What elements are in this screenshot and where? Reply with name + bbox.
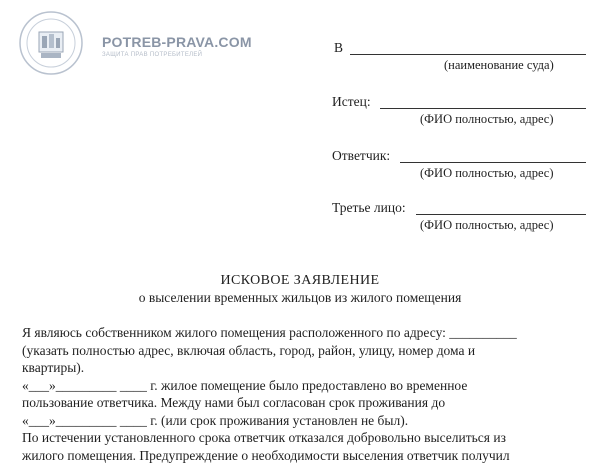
- body-line: «___»_________ ____ г. (или срок проживания установлен не был).: [22, 412, 409, 428]
- document-body: [22, 324, 588, 464]
- site-logo: [18, 10, 278, 80]
- body-line: жилого помещения. Предупреждение о необходимости выселения ответчик получил: [22, 447, 510, 463]
- document-subtitle: о выселении временных жильцов из жилого помещения: [138, 290, 462, 305]
- body-line: пользование ответчика. Между нами был согласован срок проживания до: [22, 395, 446, 410]
- brand-subtitle: ЗАЩИТА ПРАВ ПОТРЕБИТЕЛЕЙ: [102, 52, 203, 58]
- defendant-caption: (ФИО полностью, адрес): [420, 166, 554, 180]
- plaintiff-line: [380, 108, 586, 109]
- defendant-label: Ответчик:: [332, 148, 391, 163]
- court-prefix: В: [334, 40, 344, 55]
- body-line: «___»_________ ____ г. жилое помещение было предоставлено во временное: [22, 377, 468, 393]
- plaintiff-caption: (ФИО полностью, адрес): [420, 112, 554, 126]
- third-party-caption: (ФИО полностью, адрес): [420, 218, 554, 232]
- body-line: Я являюсь собственником жилого помещения расположенного по адресу: __________: [22, 325, 517, 340]
- document-title: ИСКОВОЕ ЗАЯВЛЕНИЕ: [220, 273, 380, 288]
- body-line: (указать полностью адрес, включая область, город, район, улицу, номер дома и: [22, 342, 476, 358]
- defendant-line: [400, 162, 586, 163]
- seal-icon: [18, 10, 84, 76]
- body-line: квартиры).: [22, 360, 85, 375]
- court-line: [350, 54, 586, 55]
- plaintiff-label: Истец:: [332, 94, 371, 109]
- third-party-label: Третье лицо:: [332, 200, 406, 215]
- body-line: По истечении установленного срока ответчик отказался добровольно выселиться из: [22, 430, 506, 445]
- third-party-line: [416, 214, 586, 215]
- brand-name: POTREB-PRAVA.COM: [102, 34, 252, 50]
- court-caption: (наименование суда): [444, 58, 554, 72]
